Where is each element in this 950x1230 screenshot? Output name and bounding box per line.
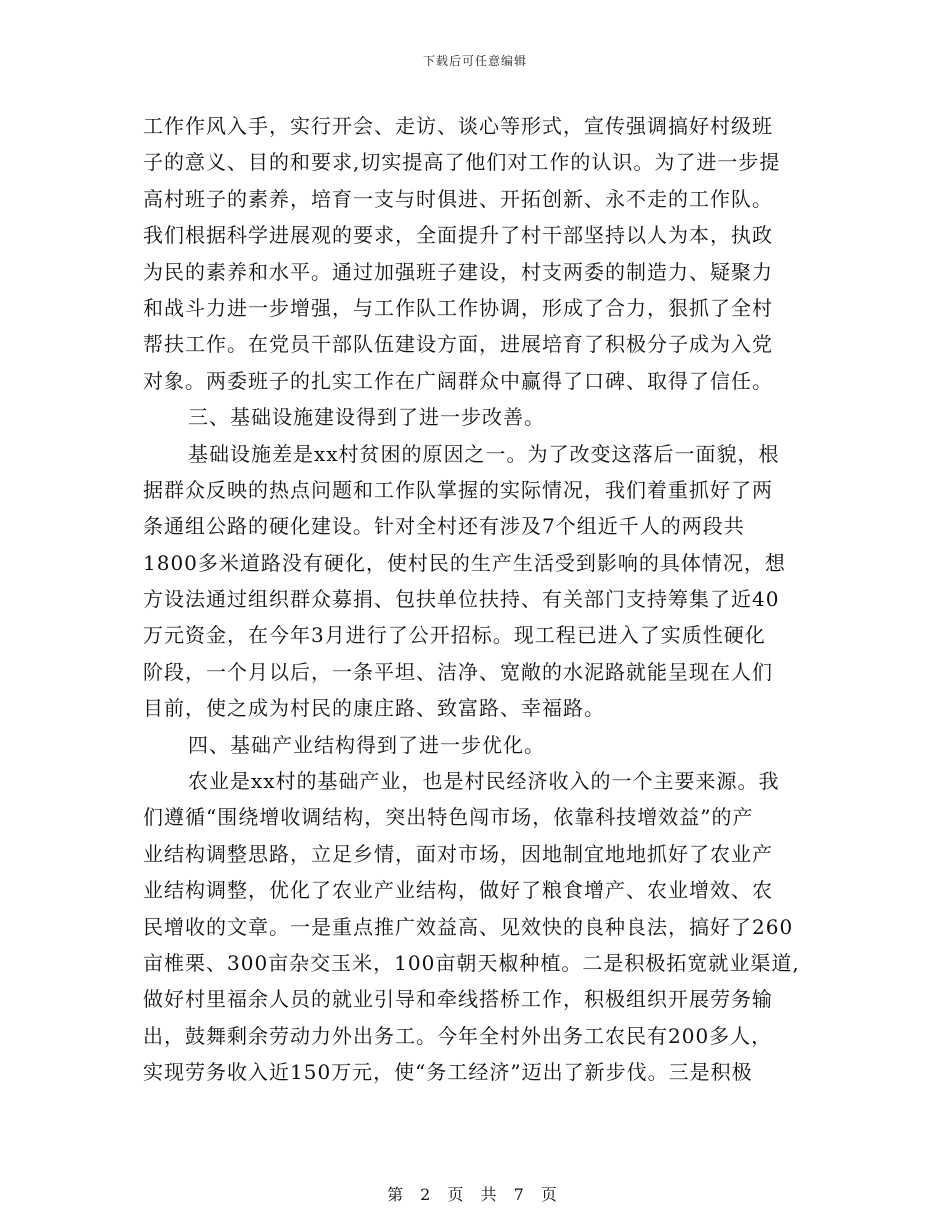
paragraph-line: 阶段，一个月以后，一条平坦、洁净、宽敞的水泥路就能呈现在人们: [143, 659, 773, 684]
paragraph-line: 1800多米道路没有硬化，使村民的生产生活受到影响的具体情况，想: [143, 550, 786, 575]
page-footer: 第 2 页 共 7 页: [387, 1185, 563, 1204]
paragraph-line: 万元资金，在今年3月进行了公开招标。现工程已进入了实质性硬化: [143, 623, 766, 648]
paragraph-line: 做好村里福余人员的就业引导和牵线搭桥工作，积极组织开展劳务输: [143, 987, 773, 1012]
paragraph-line: 基础设施差是xx村贫困的原因之一。为了改变这落后一面貌，根: [188, 441, 780, 466]
paragraph-line: 业结构调整思路，立足乡情，面对市场，因地制宜地地抓好了农业产: [143, 841, 773, 866]
paragraph-line: 方设法通过组织群众募捐、包扶单位扶持、有关部门支持筹集了近40: [143, 587, 780, 612]
paragraph-line: 高村班子的素养，培育一支与时俱进、开拓创新、永不走的工作队。: [143, 186, 773, 211]
paragraph-line: 对象。两委班子的扎实工作在广阔群众中赢得了口碑、取得了信任。: [143, 368, 773, 393]
paragraph-line: 亩椎栗、300亩杂交玉米，100亩朝天椒种植。二是积极拓宽就业渠道,: [143, 950, 800, 975]
paragraph-line: 工作作风入手，实行开会、走访、谈心等形式，宣传强调搞好村级班: [143, 114, 773, 138]
paragraph-line: 子的意义、目的和要求,切实提高了他们对工作的认识。为了进一步提: [143, 150, 781, 175]
paragraph-line: 业结构调整，优化了农业产业结构，做好了粮食增产、农业增效、农: [143, 878, 773, 903]
paragraph-line: 农业是xx村的基础产业，也是村民经济收入的一个主要来源。我: [188, 769, 780, 794]
paragraph-line: 据群众反映的热点问题和工作队掌握的实际情况，我们着重抓好了两: [143, 477, 773, 502]
page-header: 下载后可任意编辑: [422, 54, 527, 68]
paragraph-line: 和战斗力进一步增强，与工作队工作协调，形成了合力，狠抓了全村: [143, 295, 773, 320]
paragraph-line: 目前，使之成为村民的康庄路、致富路、幸福路。: [143, 696, 605, 721]
paragraph-line: 帮扶工作。在党员干部队伍建设方面，进展培育了积极分子成为入党: [143, 332, 773, 357]
paragraph-line: 出，鼓舞剩余劳动力外出务工。今年全村外出务工农民有200多人，: [143, 1023, 773, 1048]
section-heading: 三、基础设施建设得到了进一步改善。: [188, 405, 545, 430]
paragraph-line: 实现劳务收入近150万元，使“务工经济”迈出了新步伐。三是积极: [143, 1060, 753, 1085]
paragraph-line: 为民的素养和水平。通过加强班子建设，村支两委的制造力、疑聚力: [143, 259, 773, 284]
section-heading: 四、基础产业结构得到了进一步优化。: [188, 732, 545, 757]
paragraph-line: 我们根据科学进展观的要求，全面提升了村干部坚持以人为本，执政: [143, 223, 773, 248]
paragraph-line: 们遵循“围绕增收调结构，突出特色闯市场，依靠科技增效益”的产: [143, 805, 754, 830]
document-body: [143, 108, 833, 1091]
paragraph-line: 条通组公路的硬化建设。针对全村还有涉及7个组近千人的两段共: [143, 514, 745, 539]
paragraph-line: 民增收的文章。一是重点推广效益高、见效快的良种良法，搞好了260: [143, 914, 794, 939]
